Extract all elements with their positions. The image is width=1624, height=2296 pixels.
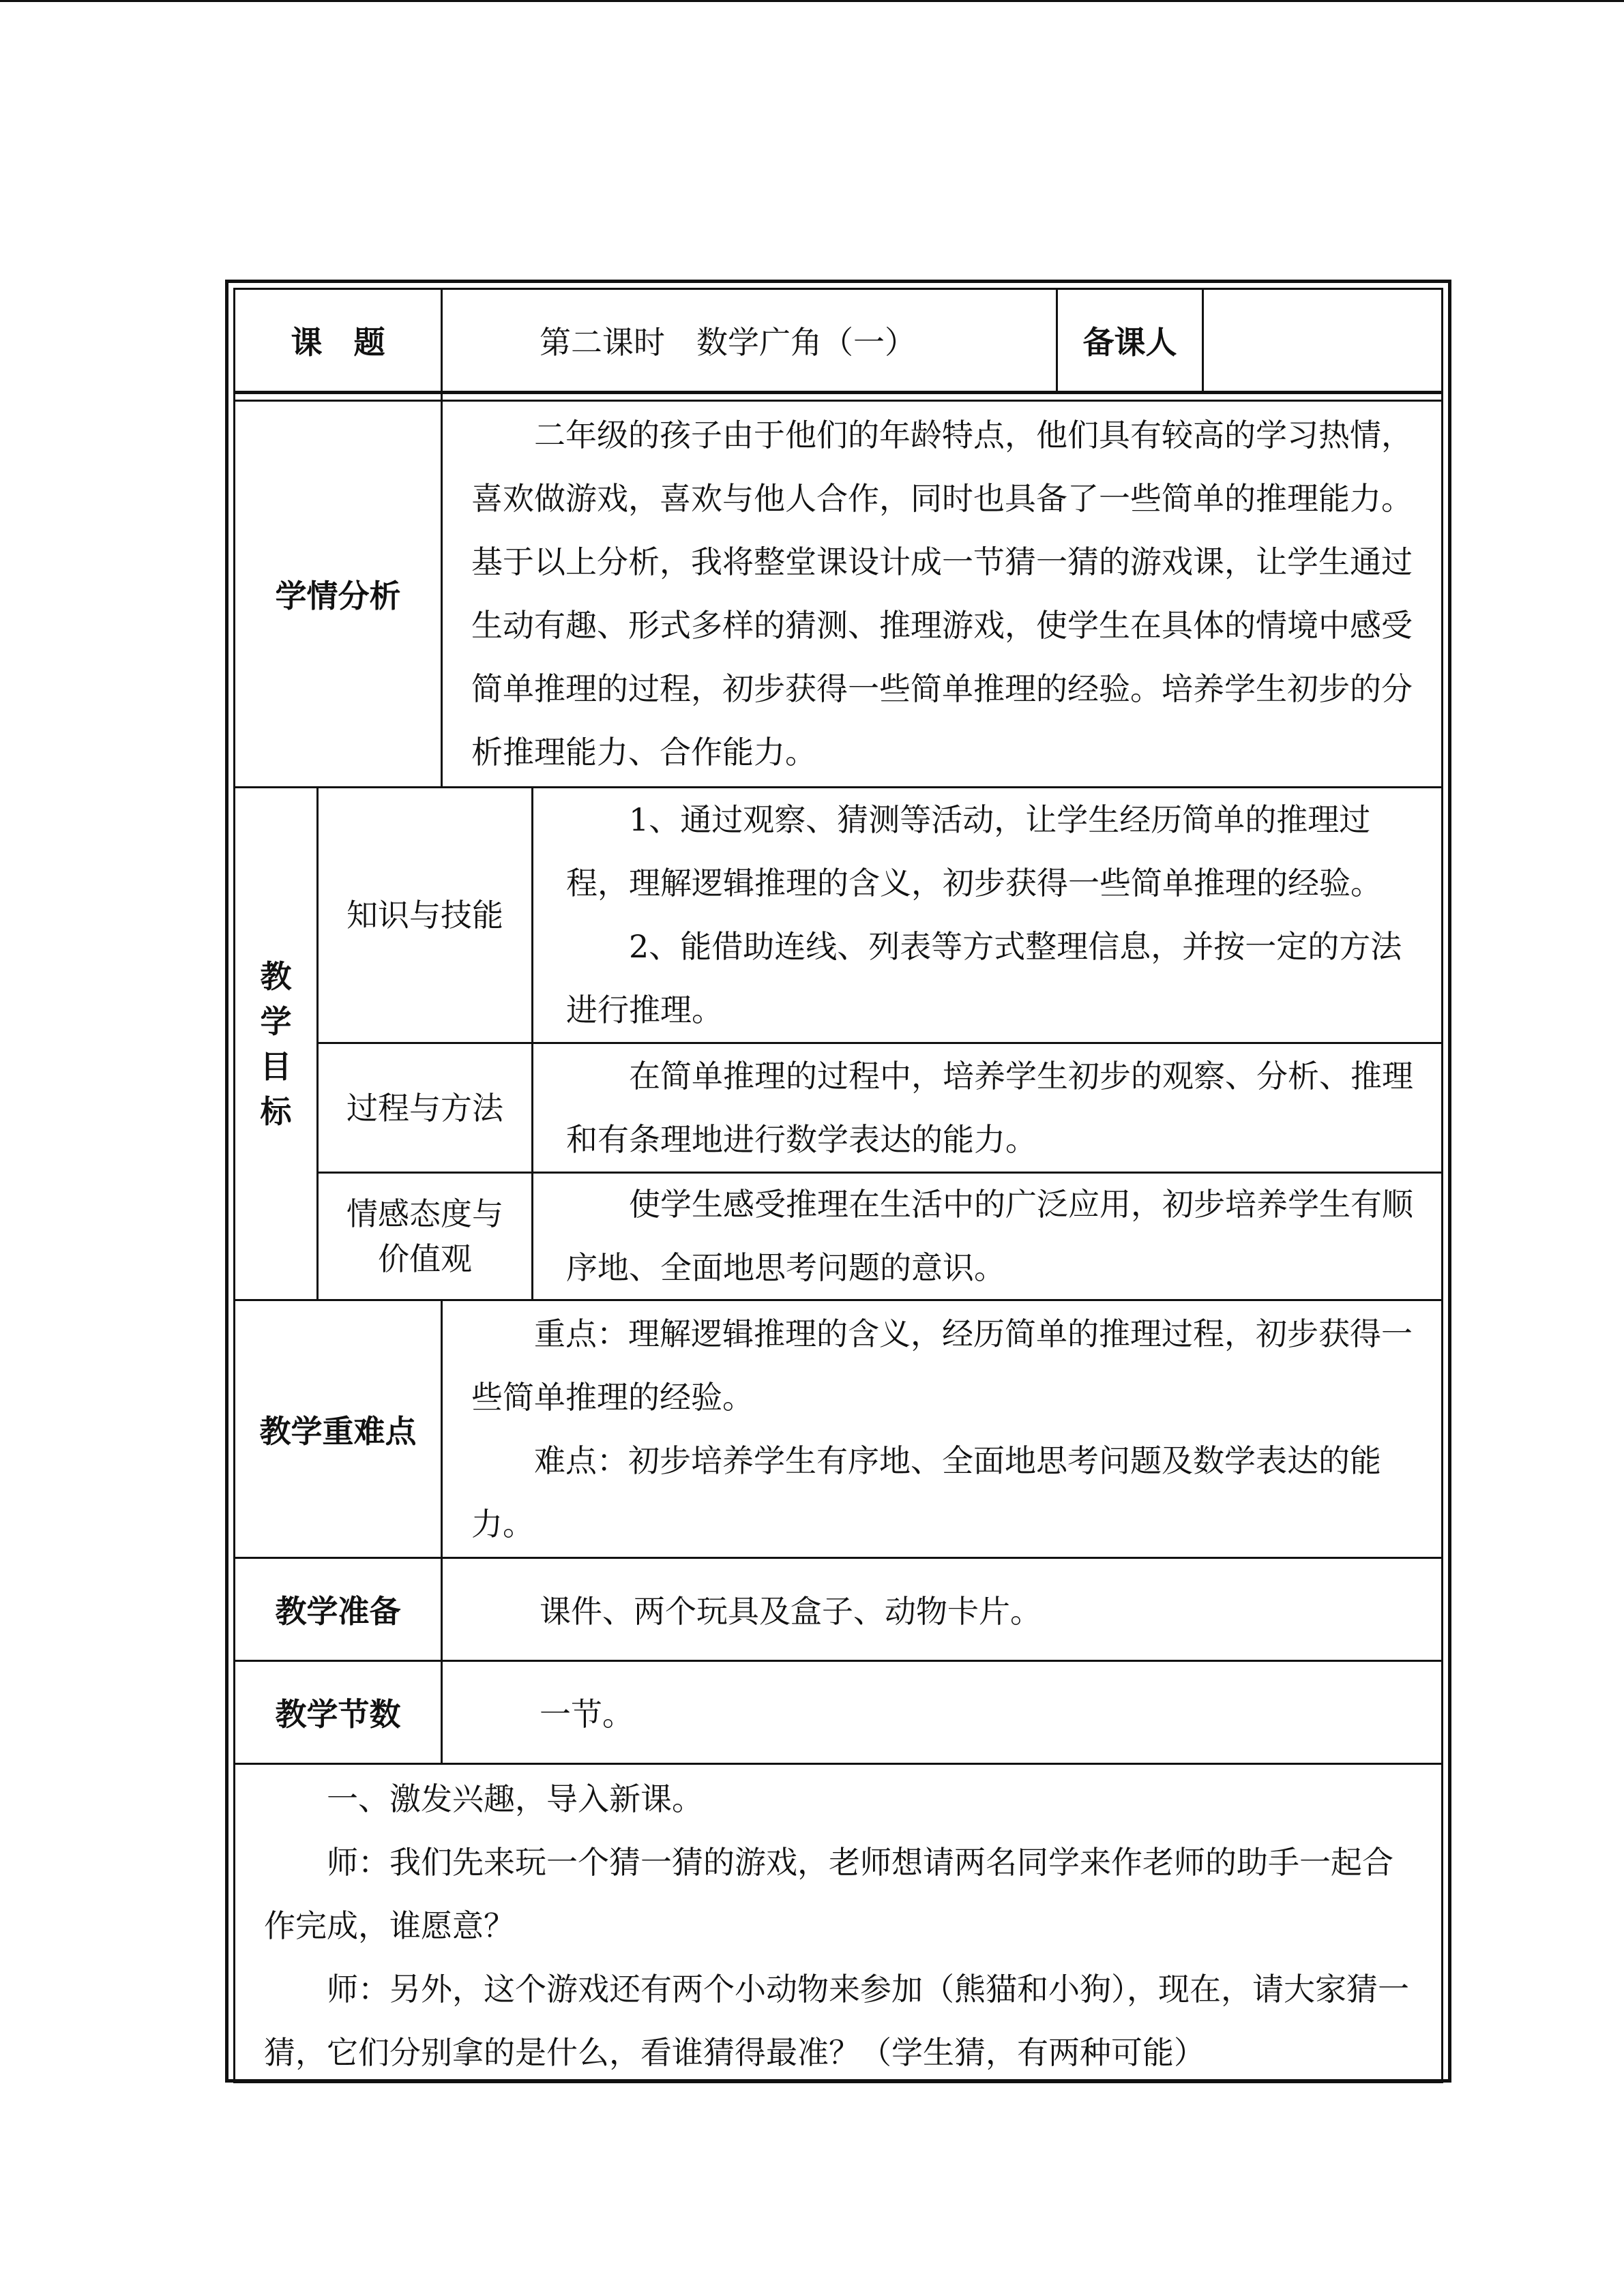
emotion-cell bbox=[533, 1174, 1443, 1299]
goals-label-char: 目 bbox=[260, 1047, 292, 1085]
preparer-label: 备课人 bbox=[1082, 324, 1177, 361]
topic-value: 第二课时 数学广角（一） bbox=[540, 324, 916, 361]
knowledge-item-2: 2、能借助连线、列表等方式整理信息，并按一定的方法进行推理。 bbox=[566, 928, 1402, 1028]
topic-label: 课 题 bbox=[291, 324, 385, 361]
process-paragraph-1: 师：我们先来玩一个猜一猜的游戏，老师想请两名同学来作老师的助手一起合作完成，谁愿意？ bbox=[264, 1844, 1393, 1944]
knowledge-item-1: 1、通过观察、猜测等活动，让学生经历简单的推理过程，理解逻辑推理的含义，初步获得一些简单推理的经验。 bbox=[566, 801, 1382, 901]
preparation-text: 课件、两个玩具及盒子、动物卡片。 bbox=[540, 1593, 1042, 1630]
sessions-text: 一节。 bbox=[540, 1696, 634, 1733]
goals-label-char: 学 bbox=[260, 1002, 292, 1040]
emotion-label bbox=[319, 1174, 531, 1299]
key-points-cell bbox=[443, 1301, 1443, 1557]
knowledge-label: 知识与技能 bbox=[346, 897, 503, 934]
analysis-label: 学情分析 bbox=[275, 578, 401, 614]
process-body bbox=[235, 1765, 1441, 2081]
preparer-value[interactable] bbox=[1204, 290, 1441, 391]
process-heading: 一、激发兴趣，导入新课。 bbox=[327, 1780, 703, 1817]
process-text: 在简单推理的过程中，培养学生初步的观察、分析、推理和有条理地进行数学表达的能力。 bbox=[566, 1057, 1413, 1158]
emotion-text: 使学生感受推理在生活中的广泛应用，初步培养学生有顺序地、全面地思考问题的意识。 bbox=[566, 1186, 1413, 1286]
key-points-label: 教学重难点 bbox=[259, 1412, 417, 1450]
analysis-cell bbox=[443, 402, 1443, 786]
process-label: 过程与方法 bbox=[346, 1089, 503, 1127]
analysis-text: 二年级的孩子由于他们的年龄特点，他们具有较高的学习热情，喜欢做游戏，喜欢与他人合作，同时也具备了一些简单的推理能力。基于以上分析，我将整堂课设计成一节猜一猜的游戏课，让学生通过生动有趣、形式多样的猜测、推理游戏，使学生在具体的情境中感受简单推理的过程，初步获得一些简单推理的经验。培养学生初步的分析推理能力、合作能力。 bbox=[471, 417, 1413, 771]
top-rule bbox=[0, 0, 1624, 2]
process-cell bbox=[533, 1044, 1443, 1172]
preparation-label: 教学准备 bbox=[275, 1593, 401, 1630]
goals-label-char: 标 bbox=[260, 1092, 292, 1130]
knowledge-cell bbox=[533, 788, 1443, 1042]
goals-label bbox=[235, 788, 316, 1299]
goals-label-char: 教 bbox=[260, 957, 292, 995]
key-difficulty-text: 难点：初步培养学生有序地、全面地思考问题及数学表达的能力。 bbox=[471, 1442, 1381, 1542]
row-rule bbox=[233, 391, 1443, 394]
emotion-label-line1: 情感态度与 bbox=[346, 1195, 503, 1232]
emotion-label-line2: 价值观 bbox=[378, 1240, 472, 1277]
sessions-label: 教学节数 bbox=[275, 1696, 401, 1733]
process-paragraph-2: 师：另外，这个游戏还有两个小动物来参加（熊猫和小狗），现在，请大家猜一猜，它们分别拿的是什么，看谁猜得最准？（学生猜，有两种可能） bbox=[264, 1971, 1409, 2071]
key-focus-text: 重点：理解逻辑推理的含义，经历简单的推理过程，初步获得一些简单推理的经验。 bbox=[471, 1315, 1413, 1416]
